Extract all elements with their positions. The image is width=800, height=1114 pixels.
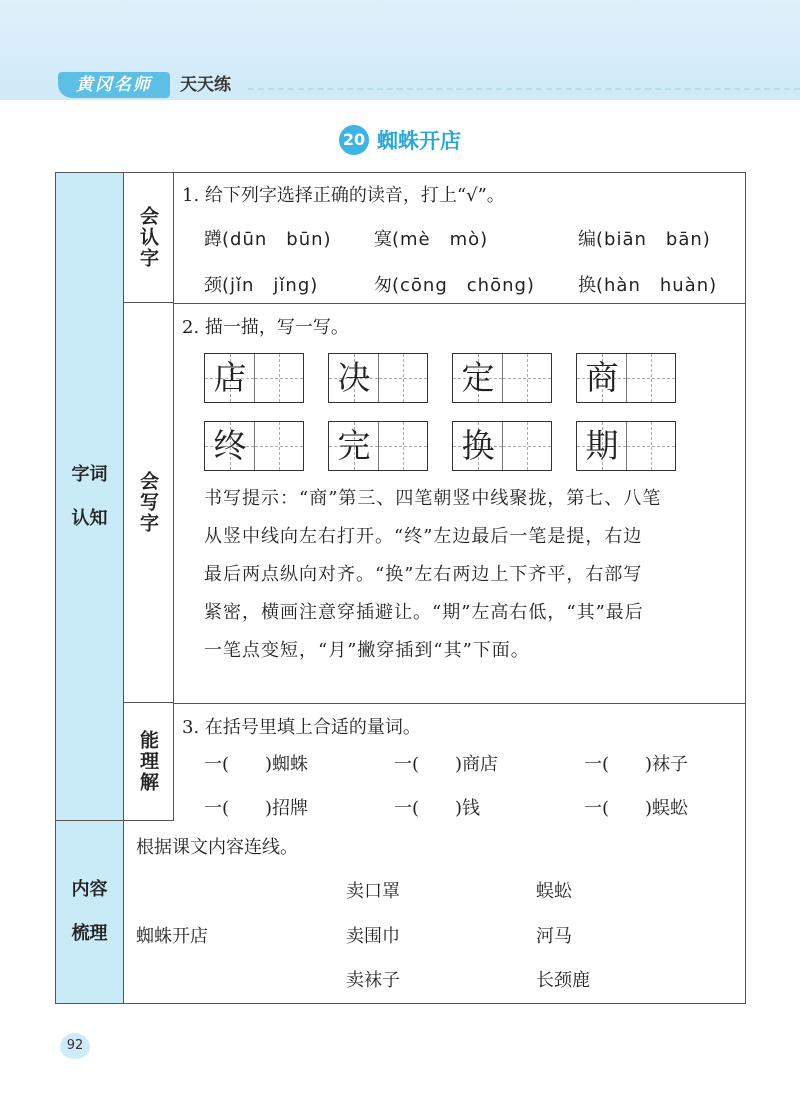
trace-char: 商 [585, 358, 619, 397]
writing-grid[interactable] [328, 353, 428, 403]
blank-paren: 一( ) [584, 754, 653, 775]
measure-word-item[interactable] [584, 750, 688, 776]
pinyin-char: 寞 [374, 229, 392, 250]
blank-paren: 一( ) [394, 798, 463, 819]
trace-char: 期 [585, 426, 619, 465]
match-middle-item[interactable]: 卖袜子 [346, 970, 400, 991]
trace-char: 完 [337, 426, 371, 465]
section-understand: 能理解 [124, 703, 174, 821]
page-number: 92 [60, 1033, 90, 1059]
pinyin-options: (cōng chōng) [392, 275, 535, 296]
pinyin-options: (biān bān) [596, 229, 711, 250]
trace-char: 换 [461, 426, 495, 465]
blank-paren: 一( ) [394, 754, 463, 775]
series-name: 天天练 [180, 75, 231, 95]
match-right-item[interactable]: 蜈蚣 [536, 881, 572, 902]
match-left-item[interactable]: 蜘蛛开店 [136, 926, 208, 947]
writing-grid[interactable] [576, 421, 676, 471]
pinyin-item[interactable] [204, 225, 332, 251]
writing-grid[interactable] [204, 353, 304, 403]
trace-char: 店 [213, 358, 247, 397]
writing-grid[interactable] [204, 421, 304, 471]
category-label-line: 字词 [71, 463, 108, 485]
question-2-title: 2. 描一描，写一写。 [182, 317, 349, 338]
writing-grid[interactable] [328, 421, 428, 471]
pinyin-options: (dūn būn) [222, 229, 332, 250]
measure-word-item[interactable] [584, 794, 688, 820]
noun: 招牌 [272, 798, 309, 819]
header-divider [248, 88, 800, 90]
tips-line: 一笔点变短，“月”撇穿插到“其”下面。 [204, 640, 530, 661]
trace-char: 终 [213, 426, 247, 465]
pinyin-char: 匆 [374, 275, 392, 296]
blank-paren: 一( ) [204, 754, 273, 775]
exercise-table [55, 172, 746, 1004]
noun: 袜子 [652, 754, 689, 775]
lesson-title [0, 125, 800, 155]
category-word-recognition [56, 173, 124, 821]
header-brand-row [0, 72, 800, 102]
pinyin-options: (jǐn jǐng) [222, 275, 319, 296]
pinyin-options: (hàn huàn) [596, 275, 718, 296]
lesson-number-badge: 20 [339, 125, 369, 155]
category-label-line: 内容 [71, 879, 108, 900]
pinyin-char: 换 [578, 275, 596, 296]
matching-instruction: 根据课文内容连线。 [136, 837, 298, 858]
row-divider [174, 703, 745, 704]
pinyin-item[interactable] [204, 271, 318, 297]
pinyin-item[interactable] [578, 225, 711, 251]
noun: 蜘蛛 [272, 754, 309, 775]
pinyin-char: 颈 [204, 275, 222, 296]
noun: 商店 [462, 754, 499, 775]
writing-grid[interactable] [452, 353, 552, 403]
pinyin-item[interactable] [578, 271, 717, 297]
lesson-name: 蜘蛛开店 [377, 129, 461, 153]
measure-word-item[interactable] [204, 794, 394, 820]
pinyin-char: 蹲 [204, 229, 222, 250]
section-write: 会写字 [124, 303, 174, 703]
category-label-line: 认知 [71, 507, 108, 529]
match-right-item[interactable]: 长颈鹿 [536, 970, 590, 991]
pinyin-item[interactable] [374, 225, 488, 251]
brand-logo: 黄冈名师 [58, 72, 170, 98]
category-content-review [56, 821, 124, 1003]
measure-word-item[interactable] [394, 794, 584, 820]
writing-grid[interactable] [452, 421, 552, 471]
section-recognize: 会认字 [124, 173, 174, 303]
measure-word-row [204, 794, 688, 820]
match-right-item[interactable]: 河马 [536, 926, 572, 947]
writing-tips [204, 480, 742, 670]
noun: 钱 [462, 798, 481, 819]
question-1-title: 1. 给下列字选择正确的读音，打上“√”。 [182, 185, 505, 206]
measure-word-item[interactable] [204, 750, 394, 776]
noun: 蜈蚣 [652, 798, 689, 819]
pinyin-char: 编 [578, 229, 596, 250]
measure-word-row [204, 750, 688, 776]
tips-line: 从竖中线向左右打开。“终”左边最后一笔是提，右边 [204, 526, 643, 547]
tips-line: 紧密，横画注意穿插避让。“期”左高右低，“其”最后 [204, 602, 644, 623]
match-middle-item[interactable]: 卖围巾 [346, 926, 400, 947]
match-middle-item[interactable]: 卖口罩 [346, 881, 400, 902]
blank-paren: 一( ) [204, 798, 273, 819]
tips-line: 书写提示：“商”第三、四笔朝竖中线聚拢，第七、八笔 [204, 488, 662, 509]
blank-paren: 一( ) [584, 798, 653, 819]
trace-char: 决 [337, 358, 371, 397]
question-3-title: 3. 在括号里填上合适的量词。 [182, 717, 421, 738]
tips-line: 最后两点纵向对齐。“换”左右两边上下齐平，右部写 [204, 564, 643, 585]
trace-char: 定 [461, 358, 495, 397]
pinyin-options: (mè mò) [392, 229, 489, 250]
pinyin-item[interactable] [374, 271, 535, 297]
measure-word-item[interactable] [394, 750, 584, 776]
row-divider [174, 303, 745, 304]
category-label-line: 梳理 [71, 923, 108, 944]
writing-grid[interactable] [576, 353, 676, 403]
